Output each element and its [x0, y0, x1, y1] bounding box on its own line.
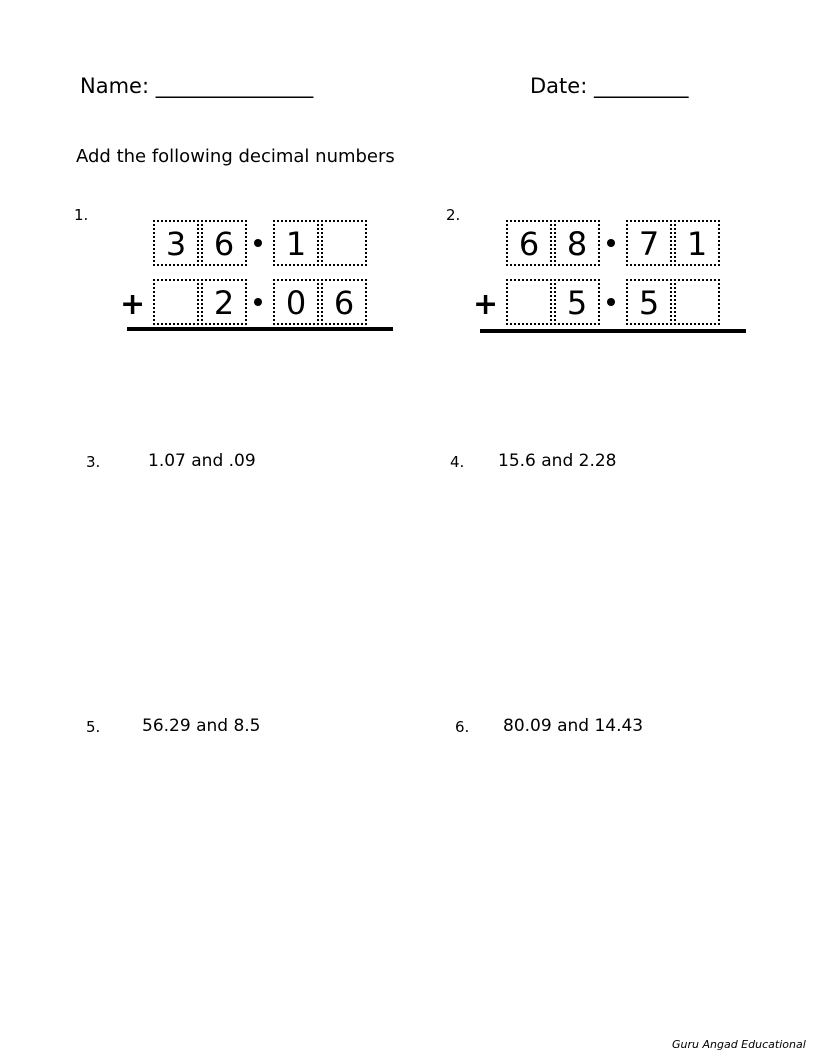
problem-text: 80.09 and 14.43 — [503, 716, 644, 736]
digit-box: 2 — [201, 279, 247, 325]
digit-box — [506, 279, 552, 325]
problem-number: 3. — [86, 453, 101, 471]
date-field-label: Date: _________ — [530, 74, 689, 98]
digit-box — [674, 279, 720, 325]
digit-box: 7 — [626, 220, 672, 266]
digit-box — [321, 220, 367, 266]
decimal-point — [254, 298, 262, 306]
answer-line — [480, 329, 746, 333]
problem-number: 6. — [455, 718, 470, 736]
problem-number: 4. — [450, 453, 465, 471]
name-field-label: Name: _______________ — [80, 74, 314, 98]
decimal-point — [607, 239, 615, 247]
digit-box: 5 — [626, 279, 672, 325]
problem-text: 1.07 and .09 — [148, 451, 256, 471]
problem-number: 5. — [86, 718, 101, 736]
problem-number: 2. — [446, 206, 461, 224]
problem-text: 56.29 and 8.5 — [142, 716, 261, 736]
decimal-point — [607, 298, 615, 306]
digit-box — [153, 279, 199, 325]
problem-number: 1. — [74, 206, 89, 224]
digit-box: 5 — [554, 279, 600, 325]
instructions: Add the following decimal numbers — [76, 146, 395, 167]
decimal-point — [254, 239, 262, 247]
digit-box: 6 — [506, 220, 552, 266]
digit-box: 0 — [273, 279, 319, 325]
digit-box: 6 — [321, 279, 367, 325]
publisher-credit: Guru Angad Educational — [672, 1038, 806, 1051]
plus-sign: + — [473, 287, 499, 322]
digit-box: 1 — [674, 220, 720, 266]
digit-box: 1 — [273, 220, 319, 266]
problem-text: 15.6 and 2.28 — [498, 451, 617, 471]
digit-box: 6 — [201, 220, 247, 266]
plus-sign: + — [120, 287, 146, 322]
digit-box: 3 — [153, 220, 199, 266]
answer-line — [127, 327, 393, 331]
digit-box: 8 — [554, 220, 600, 266]
